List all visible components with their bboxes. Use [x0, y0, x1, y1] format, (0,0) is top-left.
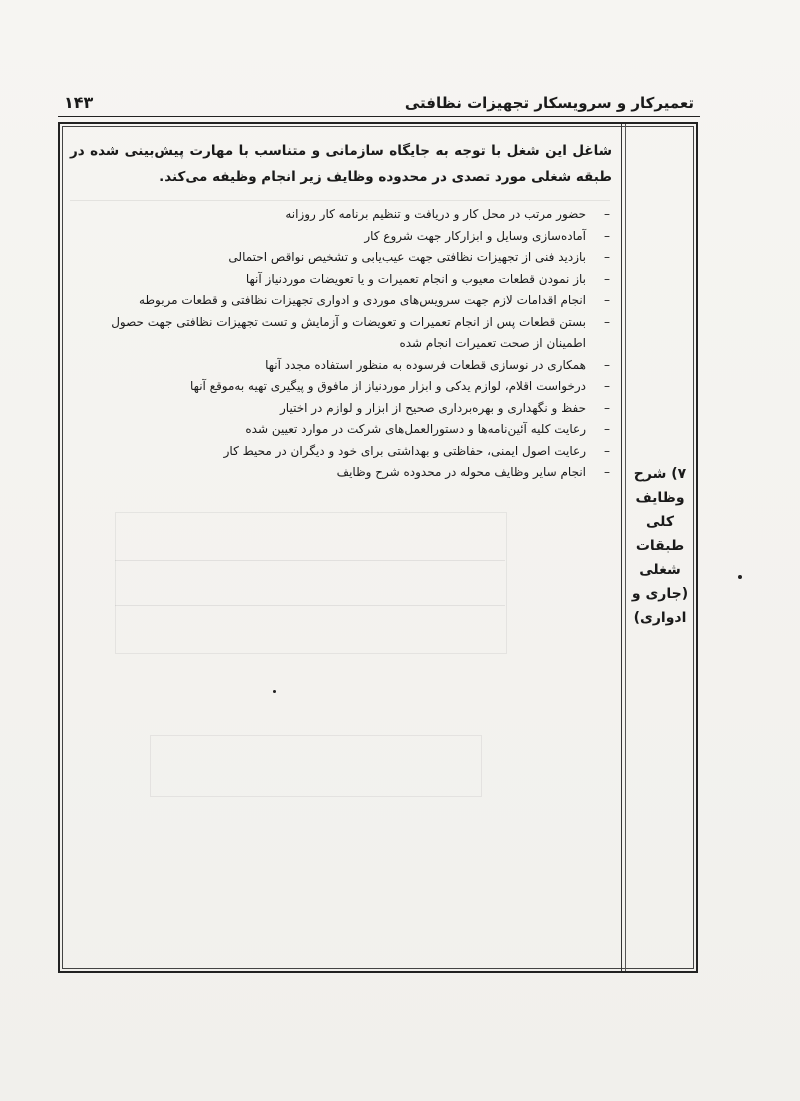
duty-text: درخواست اقلام، لوازم یدکی و ابزار موردنیاز از مافوق و پیگیری تهیه به‌موقع آنها: [190, 379, 586, 393]
bullet-dash: –: [604, 400, 610, 415]
duty-text: حفظ و نگهداری و بهره‌برداری صحیح از ابزار و لوازم در اختیار: [280, 400, 586, 415]
page-header: [58, 92, 700, 117]
duty-text: بازدید فنی از تجهیزات نظافتی جهت عیب‌یابی و تشخیص نواقص احتمالی: [228, 250, 586, 264]
list-item: [70, 376, 612, 398]
duty-text: رعایت کلیه آئین‌نامه‌ها و دستورالعمل‌های شرکت در موارد تعیین شده: [245, 422, 586, 436]
content-frame: [58, 122, 698, 973]
bullet-dash: –: [604, 357, 610, 372]
scan-speck: [738, 575, 742, 579]
duty-text: آماده‌سازی وسایل و ابزارکار جهت شروع کار: [364, 228, 586, 243]
bullet-dash: –: [604, 293, 610, 307]
list-item: [70, 441, 612, 463]
list-item: [70, 290, 612, 312]
bullet-dash: –: [604, 207, 610, 221]
list-item: [70, 398, 612, 420]
page-number: ۱۴۳: [64, 93, 94, 112]
list-item: [70, 419, 612, 441]
duty-text: بستن قطعات پس از انجام تعمیرات و تعویضات و آزمایش و تست تجهیزات نظافتی جهت حصول اطمینان از صحت تعمیرات انجام شده: [111, 314, 586, 350]
column-divider: [625, 124, 626, 971]
bullet-dash: –: [604, 314, 610, 329]
list-item: [70, 462, 612, 484]
bullet-dash: –: [604, 271, 610, 286]
duties-list: [70, 204, 612, 484]
header-title: تعمیرکار و سرویسکار تجهیزات نظافتی: [404, 94, 694, 112]
duties-content: [70, 138, 612, 484]
duty-text: حضور مرتب در محل کار و دریافت و تنظیم برنامه کار روزانه: [285, 207, 586, 221]
bullet-dash: –: [604, 465, 610, 479]
bullet-dash: –: [604, 228, 610, 243]
section-label-column: [621, 124, 696, 971]
bullet-dash: –: [604, 379, 610, 393]
bullet-dash: –: [604, 422, 610, 436]
duty-text: همکاری در نوسازی قطعات فرسوده به منظور استفاده مجدد آنها: [265, 357, 586, 372]
duty-text: رعایت اصول ایمنی، حفاظتی و بهداشتی برای خود و دیگران در محیط کار: [223, 443, 586, 458]
list-item: [70, 355, 612, 377]
list-item: [70, 312, 612, 355]
section-label: ۷) شرح وظایف کلی طبقات شغلی (جاری و ادواری): [631, 466, 689, 626]
list-item: [70, 247, 612, 269]
duty-text: انجام سایر وظایف محوله در محدوده شرح وظایف: [336, 465, 586, 479]
bullet-dash: –: [604, 443, 610, 458]
bullet-dash: –: [604, 250, 610, 264]
list-item: [70, 269, 612, 291]
list-item: [70, 204, 612, 226]
intro-paragraph: شاغل این شغل با توجه به جایگاه سازمانی و متناسب با مهارت پیش‌بینی شده در طبقه شغلی مورد تصدی در محدوده وظایف زیر انجام وظیفه می‌کند.: [70, 143, 612, 185]
duty-text: انجام اقدامات لازم جهت سرویس‌های موردی و ادواری تجهیزات نظافتی و قطعات مربوطه: [139, 293, 586, 307]
duty-text: باز نمودن قطعات معیوب و انجام تعمیرات و یا تعویضات موردنیاز آنها: [245, 271, 586, 286]
list-item: [70, 226, 612, 248]
